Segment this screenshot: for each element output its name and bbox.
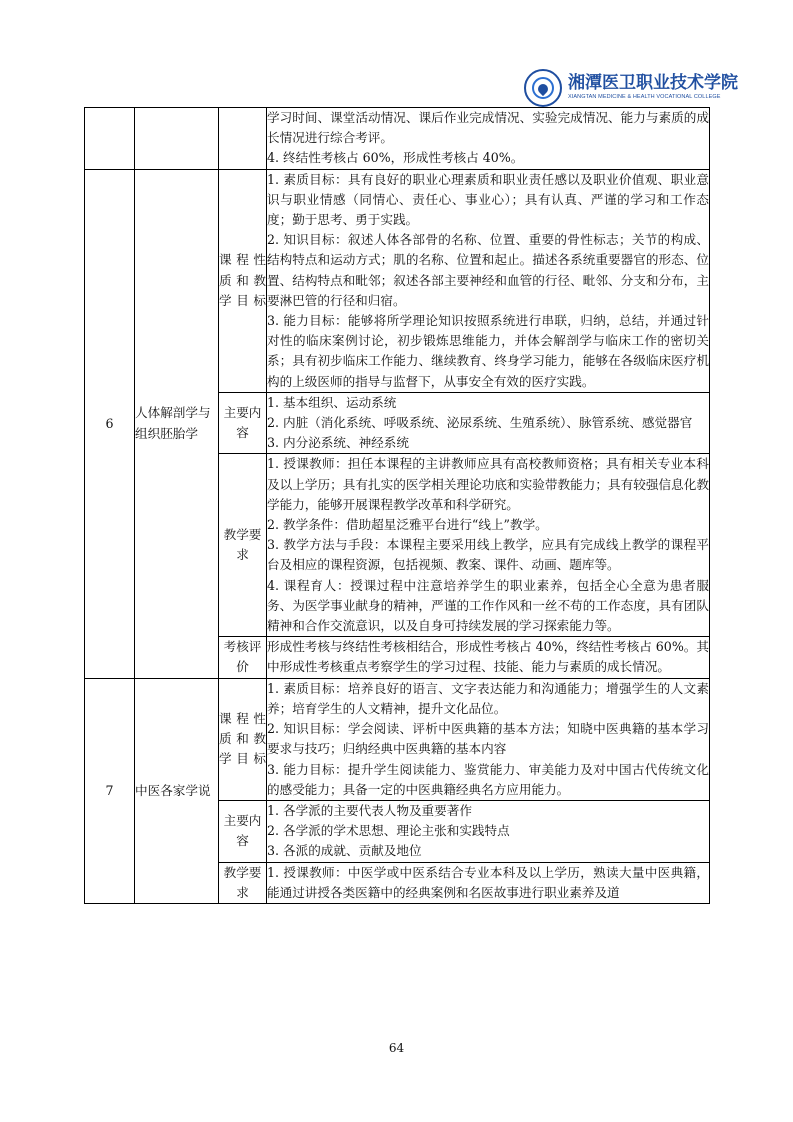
content-cell: [267, 454, 710, 637]
content-line: 1. 各学派的主要代表人物及重要著作: [267, 802, 472, 818]
content-cell: [267, 108, 710, 170]
content-line: 1. 授课教师：中医学或中医系结合专业本科及以上学历，熟读大量中医典籍，能通过讲授各类医籍中的经典案例和名医故事进行职业素养及道: [267, 864, 709, 900]
page-number: 64: [388, 1041, 405, 1055]
content-cell: [267, 169, 710, 392]
section-label: 主要内容: [219, 800, 267, 862]
section-label: 课程性质和教学目标: [219, 678, 267, 800]
section-label: 考核评价: [219, 637, 267, 678]
college-seal-icon: [524, 69, 562, 107]
course-cell: [135, 108, 219, 170]
section-label: 课程性质和教学目标: [219, 169, 267, 392]
content-line: 2. 知识目标：叙述人体各部骨的名称、位置、重要的骨性标志；关节的构成、结构特点和运动方式；肌的名称、位置和起止。描述各系统重要器官的形态、位置、结构特点和毗邻；叙述各部主要神经和血管的行径、毗邻、分支和分布，主要淋巴管的行径和归宿。: [267, 232, 709, 308]
content-line: 2. 教学条件：借助超星泛雅平台进行“线上”教学。: [267, 517, 548, 533]
content-line: 2. 知识目标：学会阅读、评析中医典籍的基本方法；知晓中医典籍的基本学习要求与技巧；归纳经典中医典籍的基本内容: [267, 721, 709, 757]
content-cell: [267, 678, 710, 800]
content-line: 4. 终结性考核占 60%，形成性考核占 40%。: [267, 150, 524, 166]
content-line: 学习时间、课堂活动情况、课后作业完成情况、实验完成情况、能力与素质的成长情况进行综合考评。: [267, 110, 709, 146]
content-cell: [267, 862, 710, 903]
content-line: 3. 各派的成就、贡献及地位: [267, 843, 422, 859]
logo-text: [568, 75, 738, 101]
section-label: 教学要求: [219, 862, 267, 903]
course-table: [84, 107, 710, 904]
content-line: 1. 授课教师：担任本课程的主讲教师应具有高校教师资格；具有相关专业本科及以上学历；具有扎实的医学相关理论功底和实验带教能力；具有较强信息化教学能力，能够开展课程教学改革和科学研究。: [267, 456, 709, 512]
content-line: 1. 素质目标：具有良好的职业心理素质和职业责任感以及职业价值观、职业意识与职业情感（同情心、责任心、事业心）；具有认真、严谨的学习和工作态度；勤于思考、勇于实践。: [267, 171, 709, 228]
logo-english-name: XIANGTAN MEDICINE & HEALTH VOCATIONAL COLLEGE: [568, 94, 721, 101]
content-line: 3. 能力目标：能够将所学理论知识按照系统进行串联，归纳，总结，并通过针对性的临床案例讨论，初步锻炼思维能力，并体会解剖学与临床工作的密切关系；具有初步临床工作能力、继续教育、终身学习能力，能够在各级临床医疗机构的上级医师的指导与监督下，从事安全有效的医疗实践。: [267, 313, 709, 389]
logo-chinese-name: 湘潭医卫职业技术学院: [568, 73, 738, 94]
course-name: 人体解剖学与组织胚胎学: [135, 169, 219, 678]
table-row: [85, 108, 710, 170]
section-label: 教学要求: [219, 454, 267, 637]
content-line: 形成性考核与终结性考核相结合，形成性考核占 40%，终结性考核占 60%。其中形成性考核重点考察学生的学习过程、技能、能力与素质的成长情况。: [267, 639, 709, 675]
course-number: 7: [85, 678, 135, 903]
label-cell: [219, 108, 267, 170]
college-logo: [524, 68, 754, 108]
content-cell: [267, 800, 710, 862]
content-line: 4. 课程育人：授课过程中注意培养学生的职业素养，包括全心全意为患者服务、为医学事业献身的精神，严谨的工作作风和一丝不苟的工作态度，具有团队精神和合作交流意识，以及自身可持续发展的学习探索能力等。: [267, 577, 709, 634]
table-row: [85, 678, 710, 800]
section-label: 主要内容: [219, 392, 267, 454]
content-line: 3. 能力目标：提升学生阅读能力、鉴赏能力、审美能力及对中国古代传统文化的感受能力；具备一定的中医典籍经典名方应用能力。: [267, 761, 709, 797]
content-line: 3. 内分泌系统、神经系统: [267, 435, 409, 451]
content-line: 1. 基本组织、运动系统: [267, 394, 397, 410]
number-cell: [85, 108, 135, 170]
content-line: 2. 内脏（消化系统、呼吸系统、泌尿系统、生殖系统）、脉管系统、感觉器官: [267, 415, 693, 431]
course-name: 中医各家学说: [135, 678, 219, 903]
content-cell: [267, 637, 710, 678]
content-cell: [267, 392, 710, 454]
content-line: 3. 教学方法与手段：本课程主要采用线上教学，应具有完成线上教学的课程平台及相应的课程资源，包括视频、教案、课件、动画、题库等。: [267, 537, 709, 573]
content-line: 2. 各学派的学术思想、理论主张和实践特点: [267, 823, 510, 839]
course-number: 6: [85, 169, 135, 678]
table-row: [85, 169, 710, 392]
content-line: 1. 素质目标：培养良好的语言、文字表达能力和沟通能力；增强学生的人文素养；培育学生的人文精神，提升文化品位。: [267, 680, 709, 716]
